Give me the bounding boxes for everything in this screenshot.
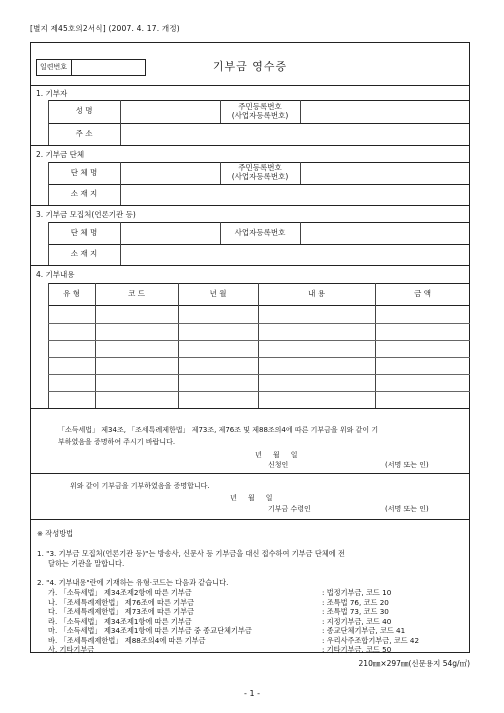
- section-donor-heading: 1. 기부자: [36, 89, 68, 98]
- col-amount: 금 액: [414, 288, 431, 298]
- form-header: [별지 제45호의2서식] (2007. 4. 17. 개정): [30, 24, 180, 33]
- statement-sign: (서명 또는 인): [385, 461, 429, 469]
- code-desc: 사. 기타기부금: [48, 645, 95, 654]
- org-idno-label-line1: 주민등록번호: [238, 163, 282, 173]
- code-desc: 라. 「소득세법」 제34조제1항에 따른 기부금: [48, 617, 192, 626]
- donor-idno-label-line1: 주민등록번호: [238, 101, 282, 111]
- col-date: 년 월: [209, 288, 227, 298]
- org-location-field[interactable]: [120, 184, 470, 205]
- table-row[interactable]: [48, 374, 470, 391]
- serial-number-field[interactable]: [73, 59, 146, 76]
- certification-date: 년 월 일: [230, 494, 273, 502]
- org-idno-label-line2: (사업자등록번호): [231, 172, 289, 181]
- org-name-label: 단 체 명: [70, 167, 98, 177]
- statement-date: 년 월 일: [255, 451, 298, 459]
- col-description: 내 용: [308, 288, 325, 298]
- statement-line2: 부하였음을 증명하여 주시기 바랍니다.: [58, 438, 176, 446]
- code-value: : 종교단체기부금, 코드 41: [322, 626, 406, 635]
- donor-address-label: 주 소: [75, 128, 93, 138]
- org-idno-label: [220, 162, 300, 184]
- instructions-item1-line1: 1. "3. 기부금 모집처(언론기관 등)"는 방송사, 신문사 등 기부금을 대신 접수하여 기부금 단체에 전: [37, 549, 345, 558]
- serial-number-label: 일련번호: [36, 59, 72, 76]
- table-row[interactable]: [48, 391, 470, 408]
- donor-address-field[interactable]: [120, 123, 470, 145]
- agent-name-field[interactable]: [120, 222, 220, 244]
- col-code: 코 드: [128, 288, 145, 298]
- page-number: - 1 -: [244, 689, 260, 698]
- code-value: : 조특법 76, 코드 20: [322, 598, 389, 607]
- agent-location-label: 소 재 지: [70, 249, 98, 259]
- donor-idno-label: [220, 100, 300, 123]
- agent-location-field[interactable]: [120, 244, 470, 265]
- code-value: : 기타기부금, 코드 50: [322, 645, 392, 654]
- org-name-field[interactable]: [120, 162, 220, 184]
- paper-size-note: 210㎜×297㎜(신문용지 54g/㎡): [358, 659, 470, 668]
- code-value: : 법정기부금, 코드 10: [322, 588, 392, 597]
- donor-idno-label-line2: (사업자등록번호): [231, 110, 289, 120]
- instructions-item2: 2. "4. 기부내용"란에 기재하는 유형·코드는 다음과 같습니다.: [37, 578, 229, 587]
- col-type: 유 형: [63, 288, 80, 298]
- table-row[interactable]: [48, 340, 470, 357]
- code-desc: 나. 「조세특례제한법」 제76조에 따른 기부금: [48, 598, 195, 607]
- code-value: : 조특법 73, 코드 30: [322, 607, 389, 616]
- org-location-label: 소 재 지: [70, 189, 98, 199]
- code-value: : 우리사주조합기부금, 코드 42: [322, 636, 420, 645]
- form-title: 기부금 영수증: [212, 60, 288, 74]
- section-contents-heading: 4. 기부내용: [36, 270, 75, 279]
- instructions-item1-line2: 달하는 기관을 말합니다.: [48, 559, 125, 568]
- certification-line: 위와 같이 기부금을 기부하였음을 증명합니다.: [70, 482, 210, 490]
- table-row[interactable]: [48, 323, 470, 340]
- code-value: : 지정기부금, 코드 40: [322, 617, 392, 626]
- table-row[interactable]: [48, 357, 470, 374]
- certification-sign: (서명 또는 인): [385, 505, 429, 513]
- table-row[interactable]: [48, 305, 470, 323]
- agent-name-label: 단 체 명: [70, 227, 98, 237]
- donor-name-field[interactable]: [120, 100, 220, 123]
- statement-applicant: 신청인: [268, 461, 289, 469]
- code-desc: 바. 「조세특례제한법」 제88조의4에 따른 기부금: [48, 636, 206, 645]
- instructions-heading: ※ 작성방법: [37, 529, 74, 538]
- donor-name-label: 성 명: [75, 106, 93, 116]
- code-desc: 가. 「소득세법」 제34조제2항에 따른 기부금: [48, 588, 192, 597]
- agent-bizno-field[interactable]: [300, 222, 470, 244]
- statement-line1: 「소득세법」 제34조, 「조세특례제한법」 제73조, 제76조 및 제88조의4에 따른 기부금을 위와 같이 기: [58, 426, 379, 434]
- section-org-heading: 2. 기부금 단체: [36, 150, 85, 159]
- org-idno-field[interactable]: [300, 162, 470, 184]
- certification-recipient: 기부금 수령인: [268, 505, 311, 513]
- donor-idno-field[interactable]: [300, 100, 470, 123]
- code-desc: 다. 「조세특례제한법」 제73조에 따른 기부금: [48, 607, 195, 616]
- section-agent-heading: 3. 기부금 모집처(언론기관 등): [36, 210, 136, 219]
- code-desc: 마. 「소득세법」 제34조제1항에 따른 기부금 중 종교단체기부금: [48, 626, 252, 635]
- agent-bizno-label: 사업자등록번호: [234, 227, 286, 237]
